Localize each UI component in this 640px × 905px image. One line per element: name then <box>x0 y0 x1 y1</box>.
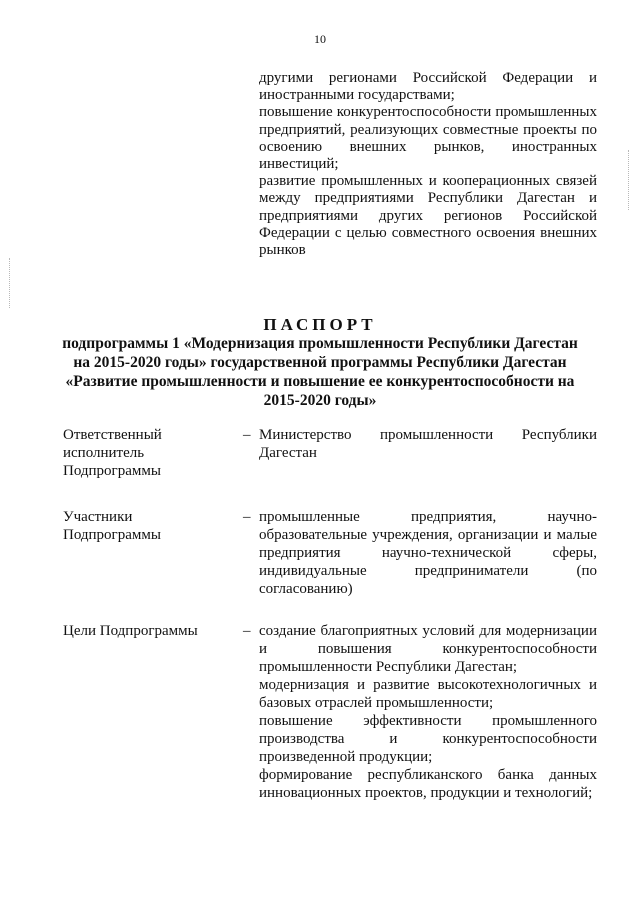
intro-item: повышение конкурентоспособности промышленных предприятий, реализующих совместные проекты по освоению внешних рынков, иностранных инвестиций; <box>259 104 597 173</box>
row-label: Участники Подпрограммы <box>63 509 161 543</box>
row-value-item: повышение эффективности промышленного производства и конкурентоспособности произведенной продукции; <box>259 713 597 765</box>
subtitle-line: «Развитие промышленности и повышение ее конкурентоспособности на <box>65 373 575 390</box>
row-value-item: промышленные предприятия, научно-образовательные учреждения, организации и малые предприятия научно-технической сферы, индивидуальные предприниматели (по согласованию) <box>259 509 597 597</box>
row-label: Цели Подпрограммы <box>63 623 198 639</box>
row-value <box>259 508 597 598</box>
row-value-item: формирование республиканского банка данных инновационных проектов, продукции и технологий; <box>259 767 597 801</box>
row-dash: – <box>243 427 251 443</box>
row-dash: – <box>243 623 251 639</box>
row-value <box>259 622 597 802</box>
row-dash: – <box>243 509 251 525</box>
intro-item: другими регионами Российской Федерации и иностранными государствами; <box>259 70 597 104</box>
scan-margin-dots <box>9 258 11 308</box>
subtitle-line: на 2015-2020 годы» государственной программы Республики Дагестан <box>73 354 567 371</box>
intro-list <box>259 70 597 259</box>
scan-margin-dots <box>628 150 630 210</box>
row-value-item: создание благоприятных условий для модернизации и повышения конкурентоспособности промышленности Республики Дагестан; <box>259 623 597 675</box>
page-number: 10 <box>314 32 326 46</box>
row-label: Ответственный исполнитель Подпрограммы <box>63 427 162 479</box>
row-value-item: модернизация и развитие высокотехнологичных и базовых отраслей промышленности; <box>259 677 597 711</box>
passport-subtitle <box>40 334 600 410</box>
subtitle-line: 2015-2020 годы» <box>263 392 377 409</box>
subtitle-line: подпрограммы 1 «Модернизация промышленности Республики Дагестан <box>62 335 578 352</box>
intro-item: развитие промышленных и кооперационных связей между предприятиями Республики Дагестан и предприятиями других регионов Российской Федерации с целью совместного освоения внешних рынков <box>259 173 597 259</box>
row-value-item: Министерство промышленности Республики Дагестан <box>259 427 597 461</box>
passport-heading: ПАСПОРТ <box>263 315 377 334</box>
row-value <box>259 426 597 462</box>
